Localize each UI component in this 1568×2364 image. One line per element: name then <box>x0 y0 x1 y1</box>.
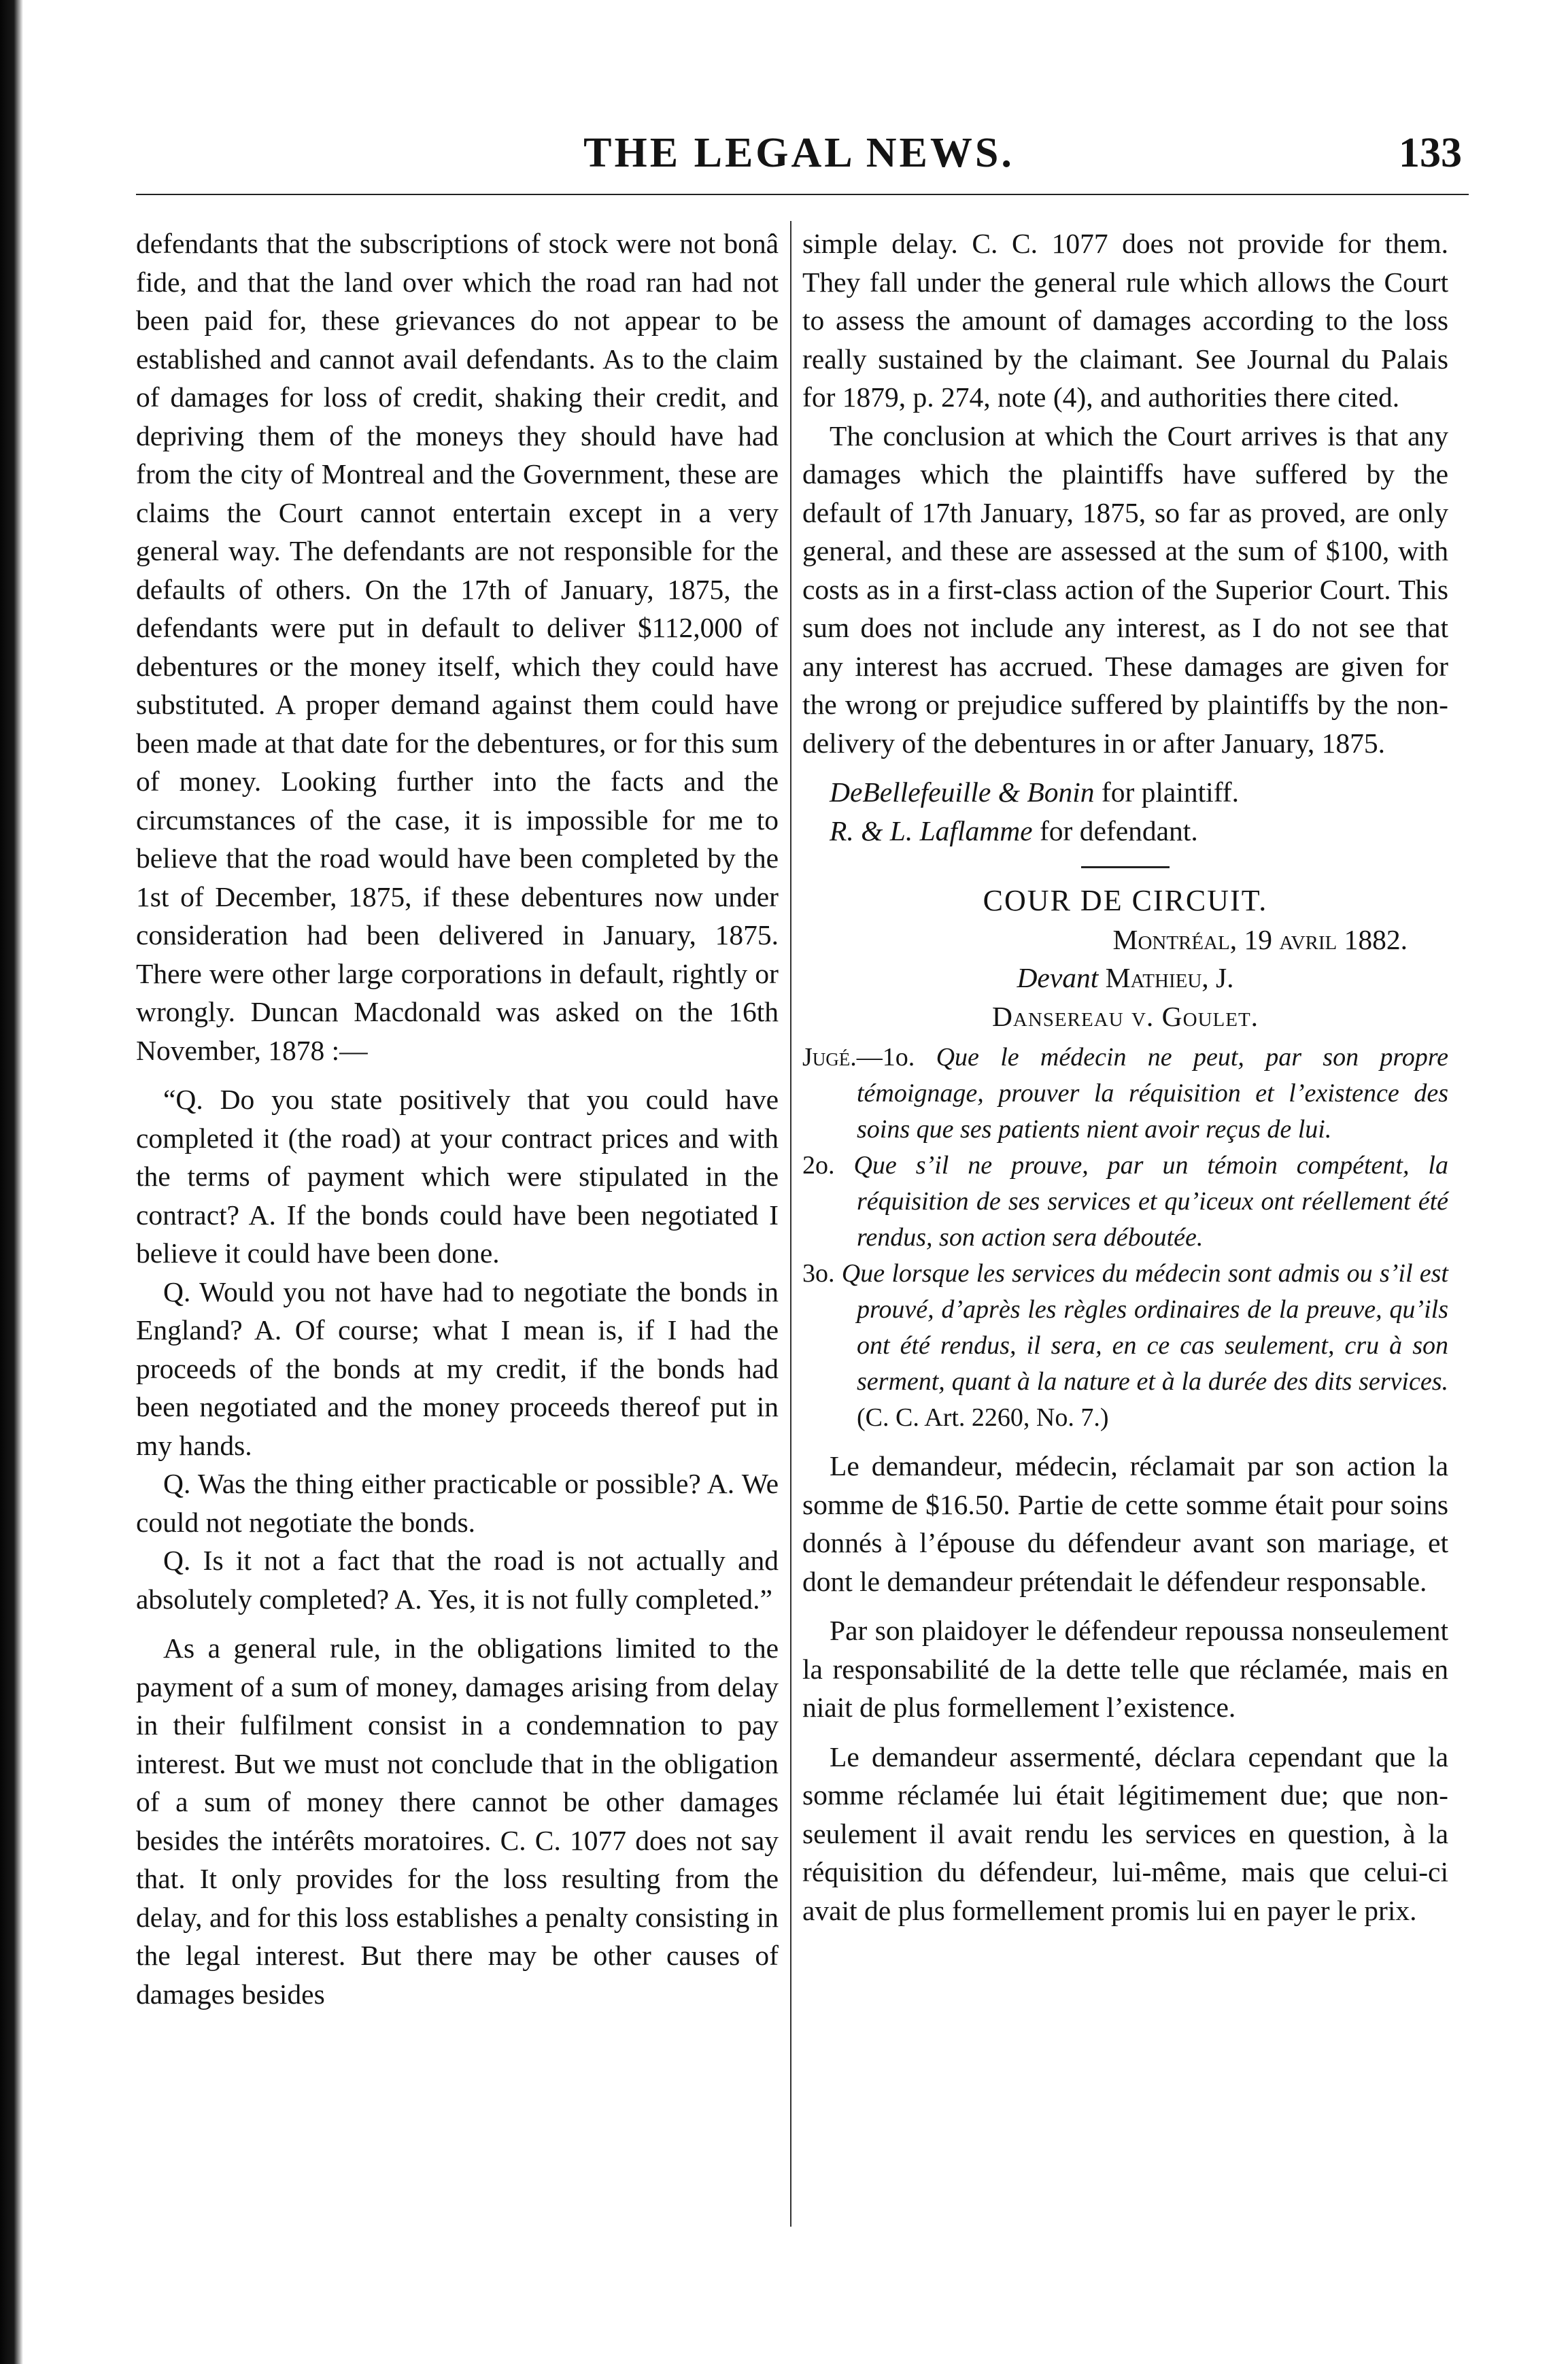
book-spine-shadow <box>0 0 23 2364</box>
journal-title: THE LEGAL NEWS. <box>583 130 1015 176</box>
judge-name: Mathieu, J. <box>1105 962 1234 993</box>
holding-3-number: 3o. <box>802 1259 835 1288</box>
testimony-question-2: Q. Would you not have had to negotiate the bonds in England? A. Of course; what I mean is, if I had the proceeds of the bonds at my credit, if the bonds had been negotiated and the money proceeds thereof put in my hands. <box>136 1275 779 1461</box>
counsel-defendant <box>802 812 1448 851</box>
holding-2-number: 2o. <box>802 1151 835 1180</box>
paragraph-general-rule: As a general rule, in the obligations limited to the payment of a sum of money, damages arising from delay in their fulfilment consist in a condemnation to pay interest. But we must not conclude that in the obligation of a sum of money there cannot be other damages besides the intérêts moratoires. C. C. 1077 does not say that. It only provides for the loss resulting from the delay, and for this loss establishes a penalty consisting in the legal interest. But there may be other causes of damages besides <box>136 1632 779 2010</box>
section-rule <box>1081 866 1170 868</box>
holding-2-text: Que s’il ne prouve, par un témoin compétent, la réquisition de ses services et qu’iceux ont réellement été rendus, son action sera déboutée. <box>853 1151 1448 1252</box>
column-divider <box>790 221 791 2227</box>
counsel-plaintiff-names: DeBellefeuille & Bonin <box>830 776 1095 808</box>
holding-label: Jugé. <box>802 1043 857 1072</box>
testimony-question-4: Q. Is it not a fact that the road is not actually and absolutely completed? A. Yes, it is not fully completed.” <box>136 1545 779 1615</box>
court-place-date: Montréal, 19 avril 1882. <box>1112 923 1408 955</box>
holding-item-2 <box>802 1148 1448 1256</box>
holding-item-3 <box>802 1256 1448 1436</box>
paragraph-conclusion: The conclusion at which the Court arrives is that any damages which the plaintiffs have suffered by the default of 17th January, 1875, so far as proved, are only general, and these are assessed at the sum of $100, with costs as in a first-class action of the Superior Court. This sum does not include any interest, as I do not see that any interest has accrued. These damages are given for the wrong or prejudice suffered by plaintiffs by the non-delivery of the debentures in or after January, 1875. <box>802 419 1448 759</box>
testimony-question-1: “Q. Do you state positively that you could have completed it (the road) at your contract prices and with the terms of payment which were stipulated in the contract? A. If the bonds could have been negotiated I believe it could have been done. <box>136 1084 779 1269</box>
left-column <box>136 224 779 2013</box>
paragraph-plaidoyer: Par son plaidoyer le défendeur repoussa nonseulement la responsabilité de la dette telle que réclamée, mais en niait de plus formellement l’existence. <box>802 1615 1448 1723</box>
holding-3-text: Que lorsque les services du médecin sont admis ou s’il est prouvé, d’après les règles ordinaires de la preuve, qu’ils ont été rendus, il sera, en ce cas seulement, cru à son serment, quant à la nature et à la durée des dits services. <box>841 1259 1448 1396</box>
holding-1-text: Que le médecin ne peut, par son propre témoignage, prouver la réquisition et l’existence des soins que ses patients nient avoir reçus de lui. <box>857 1043 1448 1144</box>
holding-item-1 <box>802 1040 1448 1148</box>
counsel-defendant-role: for defendant. <box>1032 815 1198 846</box>
judge-prefix: Devant <box>1017 962 1106 993</box>
page-header <box>136 129 1462 184</box>
paragraph-demandeur: Le demandeur, médecin, réclamait par son action la somme de $16.50. Partie de cette somme était pour soins donnés à l’épouse du défendeur avant son mariage, et dont le demandeur prétendait le défendeur responsable. <box>802 1450 1448 1597</box>
holding-3-citation: (C. C. Art. 2260, No. 7.) <box>857 1403 1109 1432</box>
paragraph-judgment-continuation: defendants that the subscriptions of stock were not bonâ fide, and that the land over which the road ran had not been paid for, these grievances do not appear to be established and cannot avail defendants. As to the claim of damages for loss of credit, shaking their credit, and depriving them of the moneys they should have had from the city of Montreal and the Government, these are claims the Court cannot entertain except in a very general way. The defendants are not responsible for the defaults of others. On the 17th of January, 1875, the defendants were put in default to deliver $112,000 of debentures or the money itself, which they could have substituted. A proper demand against them could have been made at that date for the debentures, or for this sum of money. Looking further into the facts and the circumstances of the case, it is impossible for me to believe that the road would have been completed by the 1st of December, 1875, if these debentures now under consideration had been delivered in January, 1875. There were other large corporations in default, rightly or wrongly. Duncan Macdonald was asked on the 16th November, 1878 :— <box>136 228 779 1066</box>
paragraph-assermente: Le demandeur assermenté, déclara cependant que la somme réclamée lui était légitimement due; que non-seulement il avait rendu les services en question, à la réquisition du défendeur, lui-même, mais que celui-ci avait de plus formellement promis lui en payer le prix. <box>802 1741 1448 1926</box>
holding-1-number: —1o. <box>856 1043 915 1072</box>
paragraph-simple-delay: simple delay. C. C. 1077 does not provide for them. They fall under the general rule which allows the Court to assess the amount of damages according to the loss really sustained by the claimant. See Journal du Palais for 1879, p. 274, note (4), and authorities there cited. <box>802 228 1448 413</box>
holding-block <box>802 1040 1448 1436</box>
header-rule <box>136 194 1469 195</box>
counsel-plaintiff <box>802 773 1448 812</box>
case-parties: Dansereau v. Goulet. <box>991 1000 1259 1032</box>
counsel-plaintiff-role: for plaintiff. <box>1094 776 1239 808</box>
counsel-defendant-names: R. & L. Laflamme <box>830 815 1033 846</box>
judge-line <box>802 959 1448 997</box>
court-heading: COUR DE CIRCUIT. <box>983 884 1268 917</box>
right-column <box>802 224 1448 1930</box>
testimony-question-3: Q. Was the thing either practicable or possible? A. We could not negotiate the bonds. <box>136 1468 779 1538</box>
page-number: 133 <box>1399 130 1462 176</box>
